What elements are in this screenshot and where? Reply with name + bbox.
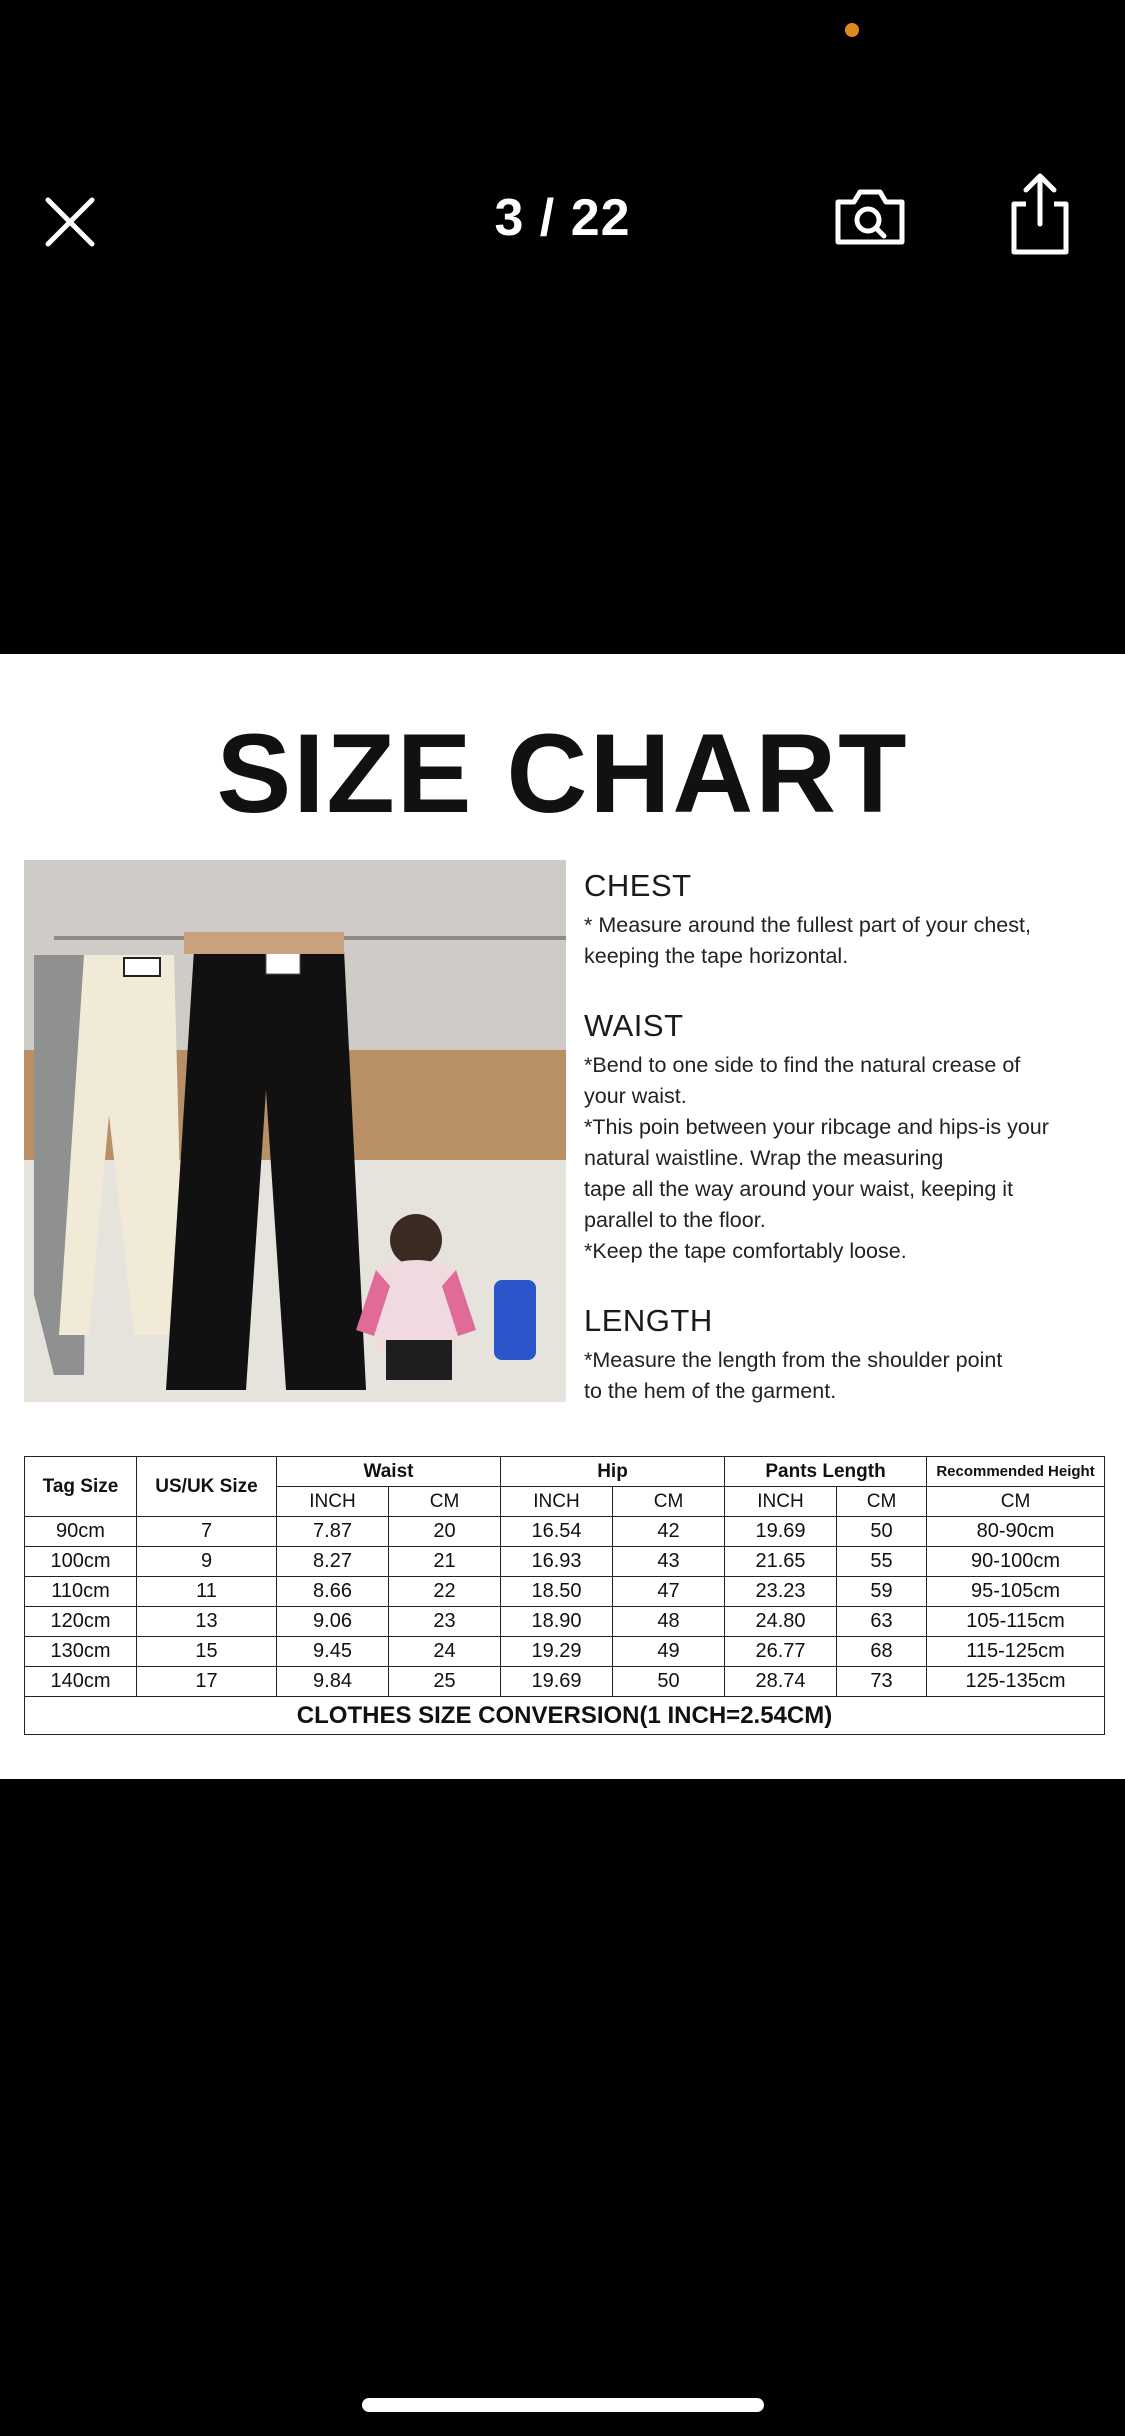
table-cell: 19.69 [501, 1667, 613, 1697]
table-cell: 90cm [25, 1517, 137, 1547]
subheader-unit: INCH [501, 1487, 613, 1517]
table-cell: 90-100cm [927, 1547, 1105, 1577]
viewer-toolbar [0, 160, 1125, 280]
measure-section-waist [584, 1008, 1104, 1267]
table-cell: 120cm [25, 1607, 137, 1637]
table-row [25, 1577, 1105, 1607]
table-cell: 8.27 [277, 1547, 389, 1577]
table-cell: 130cm [25, 1637, 137, 1667]
table-cell: 11 [137, 1577, 277, 1607]
subheader-unit: CM [613, 1487, 725, 1517]
table-cell: 140cm [25, 1667, 137, 1697]
section-line: tape all the way around your waist, keeping it [584, 1177, 1014, 1201]
table-cell: 73 [837, 1667, 927, 1697]
table-cell: 17 [137, 1667, 277, 1697]
table-row [25, 1637, 1105, 1667]
section-line: *This poin between your ribcage and hips-is your [584, 1115, 1049, 1139]
table-cell: 22 [389, 1577, 501, 1607]
table-cell: 19.69 [725, 1517, 837, 1547]
table-cell: 25 [389, 1667, 501, 1697]
table-cell: 21 [389, 1547, 501, 1577]
product-image[interactable] [0, 654, 1125, 1779]
table-cell: 50 [837, 1517, 927, 1547]
table-cell: 9.84 [277, 1667, 389, 1697]
table-row [25, 1607, 1105, 1637]
table-cell: 105-115cm [927, 1607, 1105, 1637]
section-heading: CHEST [584, 868, 692, 903]
privacy-indicator-dot [845, 23, 859, 37]
measurement-guide [584, 868, 1104, 1407]
table-cell: 9.45 [277, 1637, 389, 1667]
section-line: * Measure around the fullest part of your chest, [584, 913, 1031, 937]
table-cell: 110cm [25, 1577, 137, 1607]
table-cell: 15 [137, 1637, 277, 1667]
table-cell: 48 [613, 1607, 725, 1637]
table-cell: 28.74 [725, 1667, 837, 1697]
table-cell: 80-90cm [927, 1517, 1105, 1547]
section-line: *Keep the tape comfortably loose. [584, 1239, 907, 1263]
table-cell: 100cm [25, 1547, 137, 1577]
image-counter: 3 / 22 [494, 189, 631, 247]
share-icon [1000, 168, 1080, 260]
table-cell: 23 [389, 1607, 501, 1637]
table-row [25, 1517, 1105, 1547]
table-cell: 59 [837, 1577, 927, 1607]
size-chart-title: SIZE CHART [216, 711, 909, 836]
camera-search-icon [830, 182, 910, 252]
table-cell: 8.66 [277, 1577, 389, 1607]
table-row [25, 1667, 1105, 1697]
table-cell: 21.65 [725, 1547, 837, 1577]
table-cell: 50 [613, 1667, 725, 1697]
table-cell: 125-135cm [927, 1667, 1105, 1697]
table-cell: 16.93 [501, 1547, 613, 1577]
section-line: *Measure the length from the shoulder point [584, 1348, 1003, 1372]
table-cell: 26.77 [725, 1637, 837, 1667]
subheader-unit: CM [927, 1487, 1105, 1517]
subheader-unit: INCH [277, 1487, 389, 1517]
table-cell: 9 [137, 1547, 277, 1577]
table-cell: 68 [837, 1637, 927, 1667]
table-cell: 42 [613, 1517, 725, 1547]
section-line: your waist. [584, 1084, 687, 1108]
table-cell: 7.87 [277, 1517, 389, 1547]
table-cell: 16.54 [501, 1517, 613, 1547]
table-cell: 13 [137, 1607, 277, 1637]
size-table [24, 1456, 1105, 1735]
table-cell: 24 [389, 1637, 501, 1667]
subheader-unit: INCH [725, 1487, 837, 1517]
pants-product-photo [24, 860, 566, 1402]
section-line: parallel to the floor. [584, 1208, 766, 1232]
table-header-row [25, 1457, 1105, 1487]
section-line: natural waistline. Wrap the measuring [584, 1146, 944, 1170]
subheader-unit: CM [837, 1487, 927, 1517]
header-waist: Waist [277, 1457, 501, 1487]
table-cell: 55 [837, 1547, 927, 1577]
table-cell: 9.06 [277, 1607, 389, 1637]
table-cell: 24.80 [725, 1607, 837, 1637]
subheader-unit: CM [389, 1487, 501, 1517]
header-pants-length: Pants Length [725, 1457, 927, 1487]
table-cell: 115-125cm [927, 1637, 1105, 1667]
header-hip: Hip [501, 1457, 725, 1487]
visual-search-button[interactable] [830, 182, 910, 252]
header-tag-size: Tag Size [25, 1457, 137, 1517]
table-cell: 18.50 [501, 1577, 613, 1607]
section-line: keeping the tape horizontal. [584, 944, 849, 968]
table-cell: 19.29 [501, 1637, 613, 1667]
table-cell: 49 [613, 1637, 725, 1667]
section-line: to the hem of the garment. [584, 1379, 837, 1403]
header-us-uk-size: US/UK Size [137, 1457, 277, 1517]
share-button[interactable] [1000, 168, 1080, 260]
table-cell: 23.23 [725, 1577, 837, 1607]
table-cell: 95-105cm [927, 1577, 1105, 1607]
table-cell: 20 [389, 1517, 501, 1547]
table-cell: 47 [613, 1577, 725, 1607]
measure-section-length [584, 1303, 1104, 1407]
table-row [25, 1547, 1105, 1577]
section-line: *Bend to one side to find the natural crease of [584, 1053, 1021, 1077]
table-cell: 7 [137, 1517, 277, 1547]
home-indicator[interactable] [362, 2398, 764, 2412]
header-recommended-height: Recommended Height [927, 1457, 1105, 1487]
table-cell: 43 [613, 1547, 725, 1577]
size-conversion-note: CLOTHES SIZE CONVERSION(1 INCH=2.54CM) [25, 1697, 1105, 1735]
table-footer-row [25, 1697, 1105, 1735]
section-heading: LENGTH [584, 1303, 713, 1338]
table-cell: 18.90 [501, 1607, 613, 1637]
measure-section-chest [584, 868, 1104, 972]
section-heading: WAIST [584, 1008, 684, 1043]
table-cell: 63 [837, 1607, 927, 1637]
